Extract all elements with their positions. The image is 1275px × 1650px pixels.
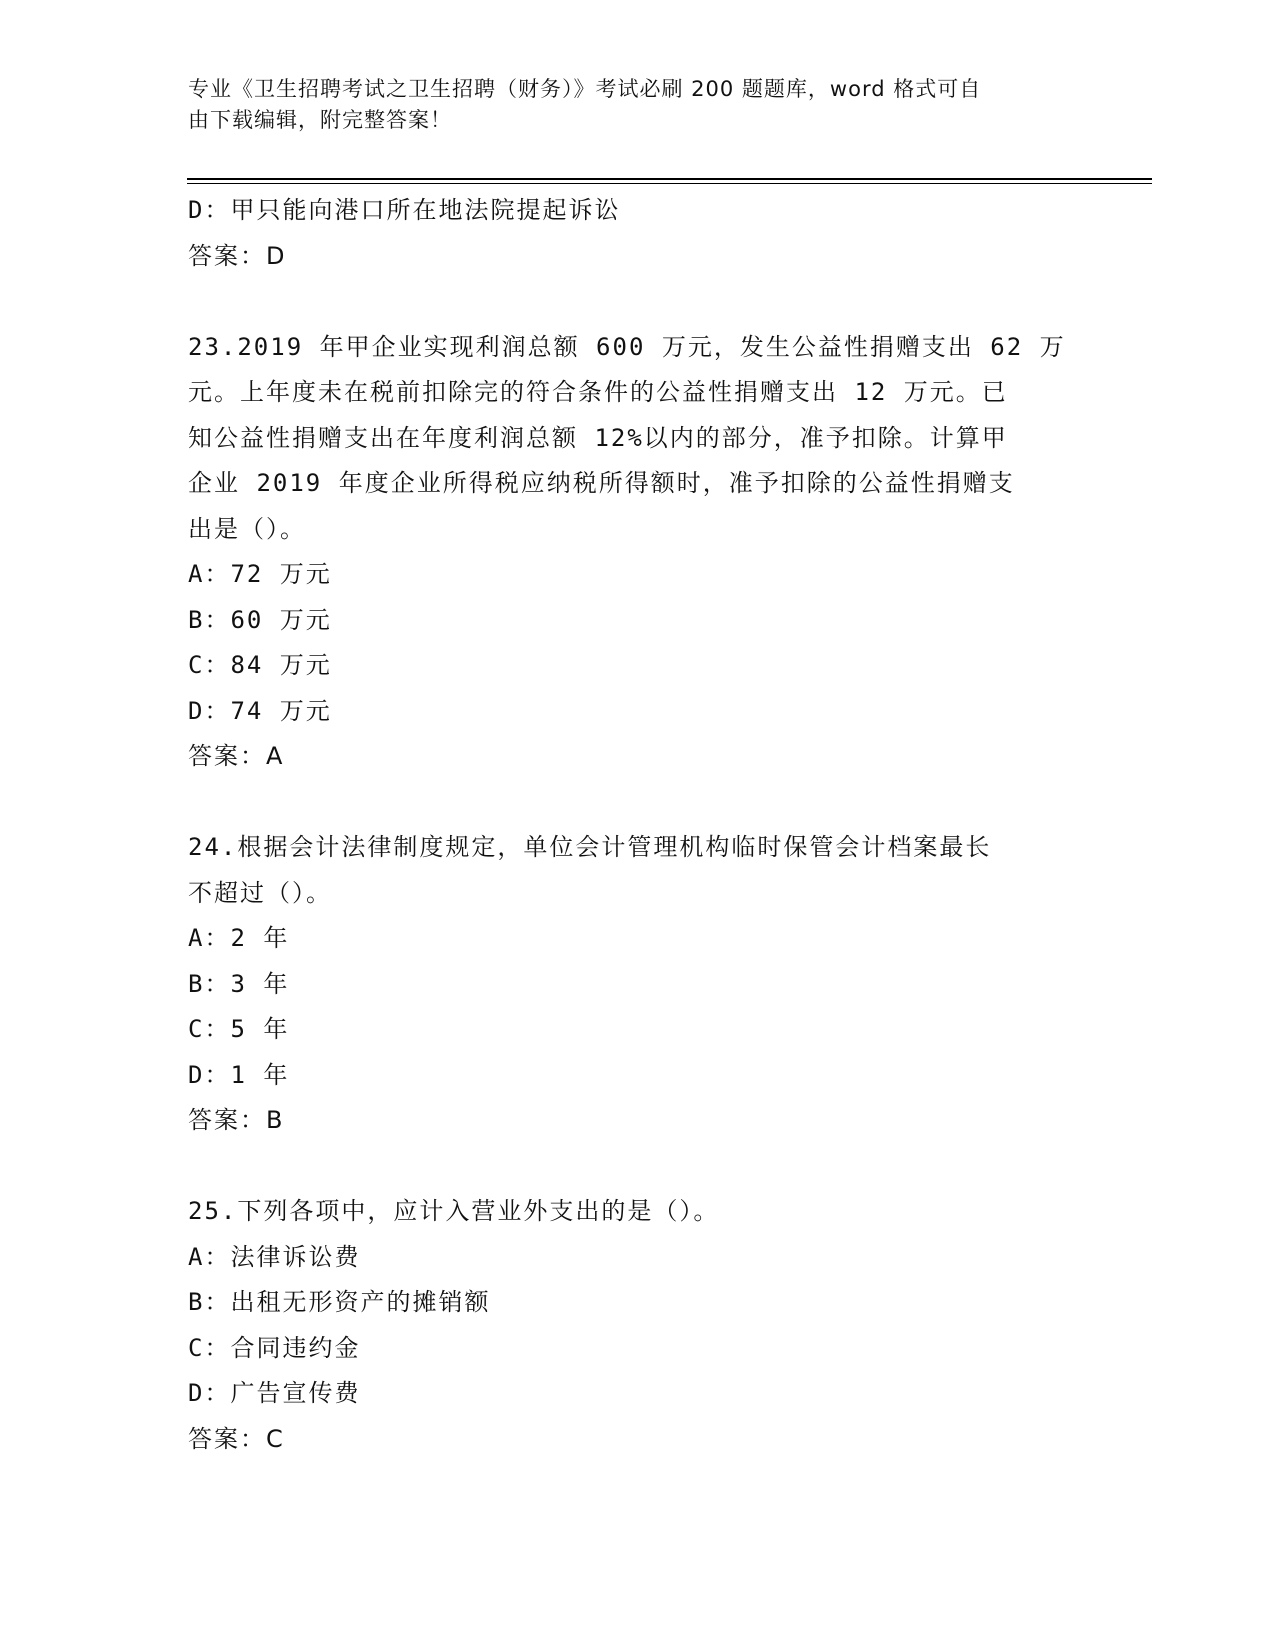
prev-option-d: D：甲只能向港口所在地法院提起诉讼 bbox=[188, 196, 621, 224]
question-24-option-a: A：2 年 bbox=[188, 924, 290, 952]
spacer bbox=[188, 780, 1088, 826]
question-23-answer: 答案：A bbox=[188, 742, 285, 770]
question-23 bbox=[188, 325, 1088, 780]
question-content bbox=[188, 188, 1088, 1462]
question-24 bbox=[188, 825, 1088, 1144]
prev-answer: 答案：D bbox=[188, 241, 287, 270]
header-line-1: 专业《卫生招聘考试之卫生招聘（财务）》考试必刷 200 题题库，word 格式可自 bbox=[188, 77, 982, 101]
question-24-option-c: C：5 年 bbox=[188, 1015, 290, 1043]
question-25-option-d: D：广告宣传费 bbox=[188, 1379, 361, 1407]
question-24-option-d: D：1 年 bbox=[188, 1060, 290, 1089]
question-25-option-b: B：出租无形资产的摊销额 bbox=[188, 1288, 491, 1316]
question-24-line: 24.根据会计法律制度规定，单位会计管理机构临时保管会计档案最长 bbox=[188, 833, 992, 861]
question-25 bbox=[188, 1189, 1088, 1462]
question-23-line: 元。上年度未在税前扣除完的符合条件的公益性捐赠支出 12 万元。已 bbox=[188, 378, 1008, 406]
question-23-option-b: B：60 万元 bbox=[188, 605, 332, 634]
question-25-option-a: A：法律诉讼费 bbox=[188, 1242, 361, 1271]
question-23-line: 知公益性捐赠支出在年度利润总额 12%以内的部分，准予扣除。计算甲 bbox=[188, 423, 1008, 452]
question-25-option-c: C：合同违约金 bbox=[188, 1333, 361, 1362]
document-header bbox=[188, 74, 1068, 136]
question-24-answer: 答案：B bbox=[188, 1106, 285, 1134]
question-23-line: 企业 2019 年度企业所得税应纳税所得额时，准予扣除的公益性捐赠支 bbox=[188, 469, 1015, 497]
question-24-option-b: B：3 年 bbox=[188, 969, 290, 998]
spacer bbox=[188, 279, 1088, 325]
spacer bbox=[188, 1144, 1088, 1190]
question-23-line: 23.2019 年甲企业实现利润总额 600 万元，发生公益性捐赠支出 62 万 bbox=[188, 332, 1066, 361]
header-rule-thin bbox=[187, 183, 1152, 184]
header-line-2: 由下载编辑，附完整答案！ bbox=[188, 108, 452, 132]
question-23-option-d: D：74 万元 bbox=[188, 696, 332, 725]
question-25-answer: 答案：C bbox=[188, 1424, 285, 1453]
question-24-line: 不超过（）。 bbox=[188, 878, 332, 907]
question-25-line: 25.下列各项中，应计入营业外支出的是（）。 bbox=[188, 1197, 720, 1225]
question-23-option-c: C：84 万元 bbox=[188, 651, 332, 679]
header-rule-thick bbox=[187, 178, 1152, 180]
question-23-line: 出是（）。 bbox=[188, 514, 306, 543]
question-23-option-a: A：72 万元 bbox=[188, 560, 332, 588]
